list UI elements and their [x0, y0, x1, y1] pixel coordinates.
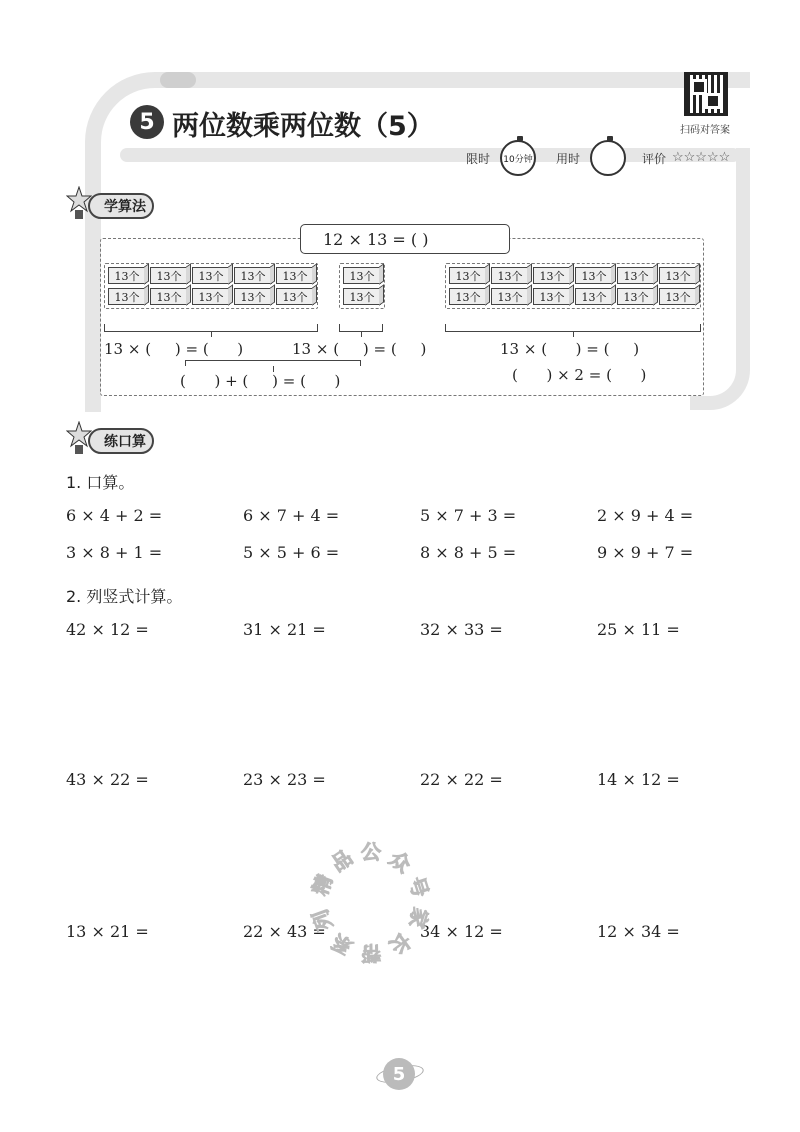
brace-group-c [445, 324, 701, 332]
block-group-2x13 [339, 263, 385, 309]
problem-item: 32 × 33 = [420, 620, 503, 639]
problem-item: 5 × 5 + 6 = [243, 543, 340, 562]
question-1-title: 1. 口算。 [66, 473, 135, 492]
question-2-title: 2. 列竖式计算。 [66, 587, 183, 606]
block-13: 13个 [276, 267, 314, 284]
block-group-6x13-twice [445, 263, 701, 309]
watermark-char: 品 [326, 845, 357, 877]
qr-label: 扫码对答案 [680, 125, 730, 136]
expr-left-sum: ( ) + ( ) = ( ) [180, 372, 341, 390]
qr-code-icon[interactable] [684, 72, 728, 116]
rating-stars-icon[interactable]: ☆☆☆☆☆ [672, 150, 731, 165]
lesson-number-badge: 5 [130, 105, 164, 139]
brace-sum [185, 360, 361, 366]
problem-item: 34 × 12 = [420, 922, 503, 941]
time-limit-label: 限时 [466, 152, 491, 166]
block-group-10x13 [104, 263, 318, 309]
block-13: 13个 [150, 267, 188, 284]
block-13: 13个 [343, 288, 381, 305]
block-13: 13个 [491, 267, 529, 284]
expr-right-2: ( ) × 2 = ( ) [512, 366, 647, 384]
problem-item: 9 × 9 + 7 = [597, 543, 694, 562]
problem-item: 12 × 34 = [597, 922, 680, 941]
block-13: 13个 [150, 288, 188, 305]
problem-item: 5 × 7 + 3 = [420, 506, 517, 525]
block-13: 13个 [343, 267, 381, 284]
header-arc-cap [160, 72, 196, 88]
page-title: 两位数乘两位数（5） [172, 111, 434, 142]
problem-item: 25 × 11 = [597, 620, 680, 639]
block-13: 13个 [617, 267, 655, 284]
block-13: 13个 [659, 267, 697, 284]
watermark-char: 众 [384, 846, 416, 878]
problem-item: 3 × 8 + 1 = [66, 543, 163, 562]
time-used-label: 用时 [556, 152, 581, 166]
brace-group-a [104, 324, 318, 332]
block-13: 13个 [108, 288, 146, 305]
block-13: 13个 [276, 288, 314, 305]
expr-right-1: 13 × ( ) = ( ) [500, 340, 640, 358]
watermark-char: 号 [403, 873, 433, 901]
block-13: 13个 [234, 267, 272, 284]
watermark-char: 公 [360, 839, 382, 865]
block-13: 13个 [575, 267, 613, 284]
main-equation: 12 × 13 = ( ) [300, 224, 510, 254]
expr-left-1: 13 × ( ) = ( ) [104, 340, 244, 358]
brace-group-b [339, 324, 383, 332]
time-limit-value: 10分钟 [503, 154, 533, 165]
problem-item: 31 × 21 = [243, 620, 326, 639]
problem-item: 22 × 43 = [243, 922, 326, 941]
block-13: 13个 [659, 288, 697, 305]
learn-section-title: 学算法 [88, 193, 154, 219]
problem-item: 14 × 12 = [597, 770, 680, 789]
block-13: 13个 [617, 288, 655, 305]
block-13: 13个 [533, 288, 571, 305]
block-13: 13个 [533, 267, 571, 284]
watermark-char: 家 [403, 904, 433, 932]
stopwatch-icon-limit [500, 140, 536, 176]
problem-item: 22 × 22 = [420, 770, 503, 789]
problem-item: 23 × 23 = [243, 770, 326, 789]
block-13: 13个 [449, 288, 487, 305]
block-13: 13个 [449, 267, 487, 284]
problem-item: 6 × 7 + 4 = [243, 506, 340, 525]
expr-left-2: 13 × ( ) = ( ) [292, 340, 427, 358]
rating-label: 评价 [642, 152, 667, 166]
block-13: 13个 [108, 267, 146, 284]
block-13: 13个 [575, 288, 613, 305]
watermark-char: 长 [384, 927, 416, 959]
watermark-char: 列 [307, 906, 338, 934]
watermark-char: 精 [307, 871, 338, 899]
block-13: 13个 [192, 288, 230, 305]
page-number: 5 [383, 1058, 415, 1090]
block-13: 13个 [234, 288, 272, 305]
problem-item: 43 × 22 = [66, 770, 149, 789]
problem-item: 2 × 9 + 4 = [597, 506, 694, 525]
problem-item: 6 × 4 + 2 = [66, 506, 163, 525]
problem-item: 8 × 8 + 5 = [420, 543, 517, 562]
problem-item: 13 × 21 = [66, 922, 149, 941]
watermark-char: 帮 [360, 940, 382, 966]
block-13: 13个 [192, 267, 230, 284]
watermark-char: 系 [326, 928, 357, 960]
problem-item: 42 × 12 = [66, 620, 149, 639]
block-13: 13个 [491, 288, 529, 305]
stopwatch-icon-used[interactable] [590, 140, 626, 176]
practice-section-title: 练口算 [88, 428, 154, 454]
